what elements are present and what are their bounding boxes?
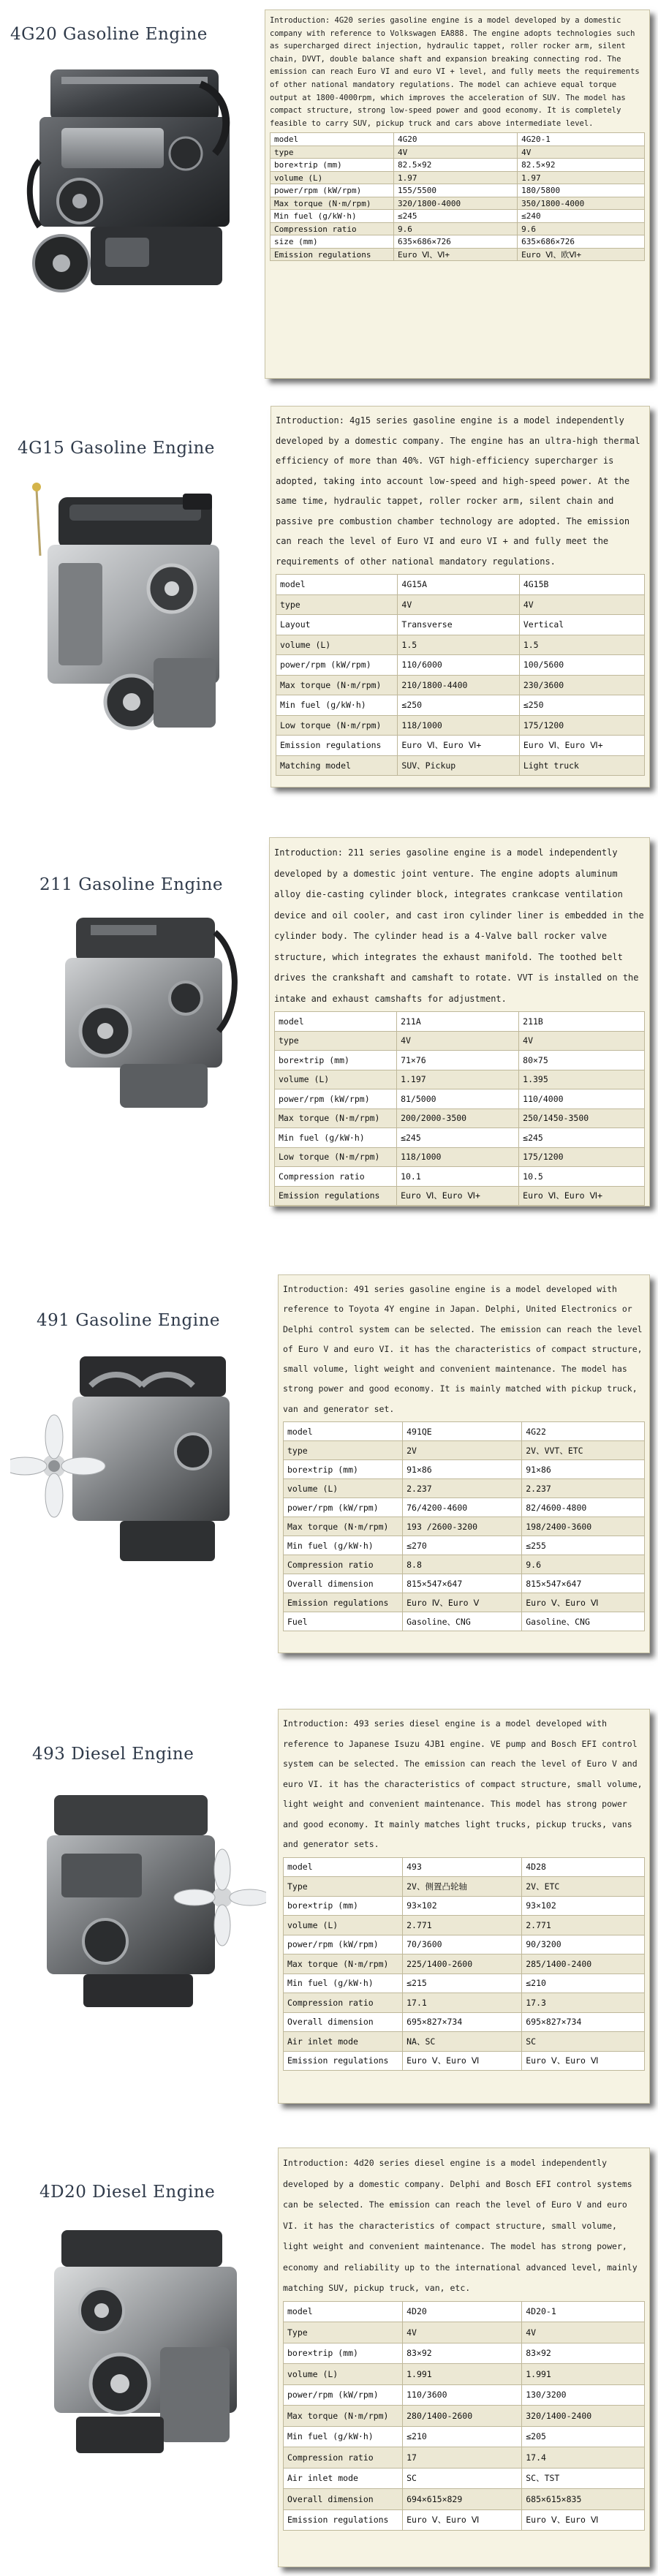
spec-value-a: 2.237 xyxy=(403,1479,522,1498)
spec-value-a: 71×76 xyxy=(397,1051,519,1070)
spec-label: Low torque (N·m/rpm) xyxy=(275,1147,397,1167)
spec-value-a: 81/5000 xyxy=(397,1089,519,1109)
table-row xyxy=(276,695,645,716)
spec-value-a: 76/4200-4600 xyxy=(403,1498,522,1517)
spec-label: Max torque (N·m/rpm) xyxy=(284,2406,403,2427)
spec-value-a: ≤270 xyxy=(403,1536,522,1555)
spec-label: model xyxy=(284,1857,403,1877)
spec-value-a: 8.8 xyxy=(403,1555,522,1574)
spec-label: Type xyxy=(284,2322,403,2343)
spec-label: Layout xyxy=(276,615,398,635)
spec-value-a: 1.197 xyxy=(397,1070,519,1089)
table-row xyxy=(276,675,645,695)
table-row xyxy=(271,171,645,184)
spec-label: Max torque (N·m/rpm) xyxy=(271,197,394,210)
spec-value-b: 180/5800 xyxy=(518,184,645,197)
table-row xyxy=(284,1593,645,1612)
spec-value-b: ≤245 xyxy=(519,1128,645,1148)
table-row xyxy=(276,635,645,655)
spec-value-a: ≤250 xyxy=(398,695,519,716)
spec-table xyxy=(283,2301,645,2531)
spec-value-a: 155/5500 xyxy=(394,184,518,197)
spec-value-a: Euro Ⅴ、Euro Ⅵ xyxy=(403,2509,522,2531)
spec-value-b: 175/1200 xyxy=(519,715,644,736)
engine-intro: Introduction: 491 series gasoline engine is a model developed with reference to Toyota 4Y engine in Japan. Delphi, United Electronics or Delphi control system can be selected. The emission can reach the level of Euro V and euro VI. it has the characteristics of compact structure, small volume, light weight and convenient maintenance. The model has strong power and good economy. It is mainly matched with pickup truck, van and generator set. xyxy=(283,1284,643,1414)
spec-value-b: 285/1400-2400 xyxy=(522,1954,645,1974)
spec-label: type xyxy=(275,1031,397,1051)
spec-value-b: 695×827×734 xyxy=(522,2012,645,2032)
spec-value-a: 210/1800-4400 xyxy=(398,675,519,695)
spec-label: Compression ratio xyxy=(284,2447,403,2469)
spec-label: power/rpm (kW/rpm) xyxy=(284,1935,403,1954)
spec-label: power/rpm (kW/rpm) xyxy=(284,2384,403,2406)
engine-title: 493 Diesel Engine xyxy=(32,1745,194,1764)
spec-value-b: 17.3 xyxy=(522,1993,645,2013)
spec-value-a: Euro Ⅴ、Euro Ⅵ xyxy=(403,2051,522,2071)
spec-value-a: 4D20 xyxy=(403,2301,522,2322)
engine-image-491 xyxy=(10,1342,252,1583)
table-row xyxy=(284,1536,645,1555)
table-row xyxy=(284,2032,645,2052)
spec-value-a: 1.5 xyxy=(398,635,519,655)
table-row xyxy=(284,1441,645,1460)
spec-label: Min fuel (g/kW·h) xyxy=(284,2426,403,2447)
table-row xyxy=(275,1147,645,1167)
spec-value-a: 4V xyxy=(394,146,518,159)
spec-label: model xyxy=(271,133,394,146)
table-row xyxy=(271,235,645,249)
spec-value-a: 1.97 xyxy=(394,171,518,184)
spec-value-b: 91×86 xyxy=(522,1460,645,1479)
spec-value-b: 2.771 xyxy=(522,1916,645,1935)
table-row xyxy=(271,197,645,210)
spec-label: model xyxy=(284,2301,403,2322)
spec-value-a: ≤215 xyxy=(403,1973,522,1993)
table-row xyxy=(284,1498,645,1517)
spec-label: type xyxy=(276,594,398,615)
spec-value-b: 9.6 xyxy=(522,1555,645,1574)
table-row xyxy=(284,1460,645,1479)
spec-value-b: 4G15B xyxy=(519,575,644,595)
table-row xyxy=(284,2406,645,2427)
spec-label: Max torque (N·m/rpm) xyxy=(275,1108,397,1128)
table-row xyxy=(284,1555,645,1574)
spec-value-a: 10.1 xyxy=(397,1167,519,1187)
spec-label: bore×trip (mm) xyxy=(284,1896,403,1916)
engine-intro: Introduction: 211 series gasoline engine is a model independently developed by a domestic joint venture. The engine adopts aluminum alloy die-casting cylinder block, integrates crankcase ventilation device and oil cooler, and cast iron cylinder liner is embedded in the cylinder body. The cylinder head is a 4-Valve ball rocker valve structure, which integrates the exhaust manifold. The toothed belt drives the crankshaft and camshaft to rotate. VVT is installed on the intake and exhaust camshafts for adjustment. xyxy=(274,847,644,1004)
spec-value-a: 211A xyxy=(397,1012,519,1032)
spec-label: bore×trip (mm) xyxy=(284,2343,403,2364)
spec-label: bore×trip (mm) xyxy=(275,1051,397,1070)
spec-value-a: ≤245 xyxy=(397,1128,519,1148)
spec-card xyxy=(278,1274,650,1653)
spec-value-b: 2V、ETC xyxy=(522,1877,645,1897)
spec-value-b: 685×615×835 xyxy=(522,2489,645,2510)
engine-title: 491 Gasoline Engine xyxy=(37,1311,220,1330)
table-row xyxy=(271,133,645,146)
spec-label: Min fuel (g/kW·h) xyxy=(275,1128,397,1148)
spec-label: Emission regulations xyxy=(284,2509,403,2531)
table-row xyxy=(276,655,645,676)
spec-value-a: 4V xyxy=(398,594,519,615)
engine-intro: Introduction: 4G20 series gasoline engine is a model developed by a domestic company with reference to Volkswagen EA888. The engine adopts technologies such as supercharged direct injection, hydraulic tappet, roller rocker arm, silent chain, DVVT, double balance shaft and expansion breaking connecting rod. The emission can reach Euro VI and euro VI + level, and fully meets the requirements of other national mandatory regulations. The model can achieve equal torque output at 1800-4000rpm, which improves the acceleration of SUV. The model has compact structure, strong low-speed power and good economy. It is completely feasible to carry SUV, pickup truck and cars above intermediate level. xyxy=(270,16,640,128)
table-row xyxy=(275,1031,645,1051)
spec-value-b: 9.6 xyxy=(518,222,645,235)
table-row xyxy=(276,715,645,736)
spec-value-b: SC xyxy=(522,2032,645,2052)
spec-value-b: Gasoline、CNG xyxy=(522,1612,645,1631)
table-row xyxy=(276,575,645,595)
spec-label: Emission regulations xyxy=(275,1186,397,1206)
spec-value-a: 4V xyxy=(403,2322,522,2343)
table-row xyxy=(284,1973,645,1993)
spec-value-a: 17 xyxy=(403,2447,522,2469)
table-row xyxy=(275,1108,645,1128)
spec-value-a: 118/1000 xyxy=(398,715,519,736)
spec-value-a: 83×92 xyxy=(403,2343,522,2364)
spec-value-b: 4V xyxy=(522,2322,645,2343)
spec-label: Emission regulations xyxy=(276,736,398,756)
spec-label: Compression ratio xyxy=(284,1555,403,1574)
table-row xyxy=(284,2489,645,2510)
spec-value-a: 2V、侧置凸轮轴 xyxy=(403,1877,522,1897)
table-row xyxy=(275,1186,645,1206)
spec-value-b: Euro Ⅵ、Euro Ⅵ+ xyxy=(519,736,644,756)
spec-value-a: 815×547×647 xyxy=(403,1574,522,1593)
engine-image-4g15 xyxy=(15,468,245,753)
spec-value-a: 110/3600 xyxy=(403,2384,522,2406)
engine-intro: Introduction: 4d20 series diesel engine is a model independently developed by a domestic company. Delphi and Bosch EFI control systems can be selected. The emission can reach the level of Euro V and euro VI. it has the characteristics of compact structure, small volume, light weight and convenient maintenance. The model has strong power, economy and reliability up to the international advanced level, mainly matching SUV, pickup truck, van, etc. xyxy=(283,2158,638,2293)
spec-table xyxy=(276,574,645,776)
spec-label: Fuel xyxy=(284,1612,403,1631)
table-row xyxy=(284,1896,645,1916)
spec-value-b: 4V xyxy=(519,1031,645,1051)
table-row xyxy=(284,2301,645,2322)
table-row xyxy=(271,184,645,197)
spec-label: Emission regulations xyxy=(284,2051,403,2071)
spec-value-a: 70/3600 xyxy=(403,1935,522,1954)
spec-value-b: 230/3600 xyxy=(519,675,644,695)
spec-value-b: 93×102 xyxy=(522,1896,645,1916)
spec-label: Overall dimension xyxy=(284,1574,403,1593)
spec-label: Low torque (N·m/rpm) xyxy=(276,715,398,736)
spec-value-b: Vertical xyxy=(519,615,644,635)
spec-value-b: Euro Ⅴ、Euro Ⅵ xyxy=(522,2051,645,2071)
table-row xyxy=(284,1916,645,1935)
table-row xyxy=(271,222,645,235)
spec-value-b: 4D20-1 xyxy=(522,2301,645,2322)
table-row xyxy=(284,1877,645,1897)
spec-value-b: Euro Ⅴ、Euro Ⅵ xyxy=(522,2509,645,2531)
spec-value-a: Euro Ⅵ、Euro Ⅵ+ xyxy=(397,1186,519,1206)
spec-value-a: 694×615×829 xyxy=(403,2489,522,2510)
spec-value-b: 82/4600-4800 xyxy=(522,1498,645,1517)
spec-value-b: ≤210 xyxy=(522,1973,645,1993)
engine-title: 4G20 Gasoline Engine xyxy=(10,25,208,44)
engine-image-211 xyxy=(32,903,252,1122)
spec-value-a: SUV、Pickup xyxy=(398,755,519,776)
spec-label: volume (L) xyxy=(271,171,394,184)
spec-value-b: 320/1400-2400 xyxy=(522,2406,645,2427)
spec-value-b: 100/5600 xyxy=(519,655,644,676)
spec-value-b: 82.5×92 xyxy=(518,159,645,172)
table-row xyxy=(284,2343,645,2364)
spec-value-a: 82.5×92 xyxy=(394,159,518,172)
spec-value-a: Euro Ⅵ、Euro Ⅵ+ xyxy=(398,736,519,756)
spec-value-a: 93×102 xyxy=(403,1896,522,1916)
table-row xyxy=(275,1167,645,1187)
spec-value-a: 695×827×734 xyxy=(403,2012,522,2032)
spec-table xyxy=(270,132,645,261)
spec-value-b: 350/1800-4000 xyxy=(518,197,645,210)
table-row xyxy=(271,159,645,172)
spec-value-b: Light truck xyxy=(519,755,644,776)
spec-value-b: 130/3200 xyxy=(522,2384,645,2406)
spec-value-b: 815×547×647 xyxy=(522,1574,645,1593)
spec-value-b: ≤250 xyxy=(519,695,644,716)
spec-label: Emission regulations xyxy=(284,1593,403,1612)
spec-label: Air inlet mode xyxy=(284,2468,403,2489)
spec-value-a: 280/1400-2600 xyxy=(403,2406,522,2427)
spec-label: Overall dimension xyxy=(284,2012,403,2032)
table-row xyxy=(276,755,645,776)
table-row xyxy=(284,2384,645,2406)
spec-value-a: 2.771 xyxy=(403,1916,522,1935)
spec-value-a: NA、SC xyxy=(403,2032,522,2052)
spec-label: volume (L) xyxy=(284,1916,403,1935)
spec-value-b: 250/1450-3500 xyxy=(519,1108,645,1128)
spec-label: size (mm) xyxy=(271,235,394,249)
spec-label: Max torque (N·m/rpm) xyxy=(284,1517,403,1536)
spec-value-b: 1.395 xyxy=(519,1070,645,1089)
table-row xyxy=(284,2322,645,2343)
table-row xyxy=(275,1051,645,1070)
spec-value-b: 80×75 xyxy=(519,1051,645,1070)
spec-value-a: 200/2000-3500 xyxy=(397,1108,519,1128)
spec-value-a: 193 /2600-3200 xyxy=(403,1517,522,1536)
spec-value-a: 225/1400-2600 xyxy=(403,1954,522,1974)
engine-intro: Introduction: 493 series diesel engine is a model developed with reference to Japanese Isuzu 4JB1 engine. VE pump and Bosch EFI control system can be selected. The emission can reach the level of Euro V and euro VI. it has the characteristics of compact structure, small volume, light weight and convenient maintenance. This model has strong power and good economy. It mainly matches light trucks, pickup trucks, vans and generator sets. xyxy=(283,1718,643,1849)
spec-value-a: Gasoline、CNG xyxy=(403,1612,522,1631)
spec-value-a: Euro Ⅵ、Ⅵ+ xyxy=(394,248,518,261)
spec-card xyxy=(265,10,650,379)
spec-value-b: Euro Ⅵ、欧Ⅵ+ xyxy=(518,248,645,261)
spec-value-b: ≤240 xyxy=(518,210,645,223)
table-row xyxy=(284,1954,645,1974)
table-row xyxy=(284,1517,645,1536)
spec-label: Min fuel (g/kW·h) xyxy=(284,1536,403,1555)
table-row xyxy=(276,615,645,635)
spec-value-b: ≤255 xyxy=(522,1536,645,1555)
table-row xyxy=(284,2426,645,2447)
spec-value-b: ≤205 xyxy=(522,2426,645,2447)
spec-label: volume (L) xyxy=(284,1479,403,1498)
spec-value-b: 10.5 xyxy=(519,1167,645,1187)
spec-value-a: 118/1000 xyxy=(397,1147,519,1167)
table-row xyxy=(271,146,645,159)
spec-value-b: 635×686×726 xyxy=(518,235,645,249)
spec-label: type xyxy=(284,1441,403,1460)
spec-label: power/rpm (kW/rpm) xyxy=(284,1498,403,1517)
spec-value-b: 211B xyxy=(519,1012,645,1032)
table-row xyxy=(275,1070,645,1089)
spec-value-a: 320/1800-4000 xyxy=(394,197,518,210)
table-row xyxy=(271,248,645,261)
spec-label: bore×trip (mm) xyxy=(284,1460,403,1479)
spec-table xyxy=(283,1857,645,2071)
spec-value-b: 4V xyxy=(518,146,645,159)
engine-image-493 xyxy=(18,1773,266,2022)
spec-label: model xyxy=(284,1422,403,1441)
spec-value-a: 2V xyxy=(403,1441,522,1460)
engine-title: 4G15 Gasoline Engine xyxy=(18,439,215,458)
spec-value-b: 83×92 xyxy=(522,2343,645,2364)
spec-value-a: 4G20 xyxy=(394,133,518,146)
spec-label: Compression ratio xyxy=(275,1167,397,1187)
spec-value-a: 9.6 xyxy=(394,222,518,235)
spec-value-b: 4D28 xyxy=(522,1857,645,1877)
table-row xyxy=(284,1612,645,1631)
spec-value-b: 4G22 xyxy=(522,1422,645,1441)
spec-label: type xyxy=(271,146,394,159)
spec-table xyxy=(283,1421,645,1631)
spec-value-b: 198/2400-3600 xyxy=(522,1517,645,1536)
spec-label: Min fuel (g/kW·h) xyxy=(284,1973,403,1993)
spec-label: volume (L) xyxy=(275,1070,397,1089)
spec-label: model xyxy=(275,1012,397,1032)
spec-value-b: 90/3200 xyxy=(522,1935,645,1954)
engine-image-4d20 xyxy=(32,2216,266,2471)
table-row xyxy=(284,1574,645,1593)
spec-value-a: 4V xyxy=(397,1031,519,1051)
spec-value-a: Euro Ⅳ、Euro Ⅴ xyxy=(403,1593,522,1612)
table-row xyxy=(284,1479,645,1498)
engine-intro: Introduction: 4g15 series gasoline engine is a model independently developed by a domestic company. The engine has an ultra-high thermal efficiency of more than 40%. VGT high-efficiency supercharger is adopted, taking into account low-speed and high-speed power. At the same time, hydraulic tappet, roller rocker arm, silent chain and passive pre combustion chamber technology are adopted. The emission can reach the level of Euro VI and euro VI + and fully meet the requirements of other national mandatory regulations. xyxy=(276,415,640,567)
table-row xyxy=(275,1012,645,1032)
spec-value-a: SC xyxy=(403,2468,522,2489)
table-row xyxy=(276,736,645,756)
spec-value-a: ≤245 xyxy=(394,210,518,223)
spec-value-b: 110/4000 xyxy=(519,1089,645,1109)
table-row xyxy=(284,2012,645,2032)
table-row xyxy=(284,1935,645,1954)
spec-value-a: ≤210 xyxy=(403,2426,522,2447)
spec-table xyxy=(274,1011,645,1206)
table-row xyxy=(271,210,645,223)
spec-value-b: 1.5 xyxy=(519,635,644,655)
spec-value-b: Euro Ⅵ、Euro Ⅵ+ xyxy=(519,1186,645,1206)
spec-value-a: 493 xyxy=(403,1857,522,1877)
table-row xyxy=(284,2364,645,2385)
engine-title: 211 Gasoline Engine xyxy=(39,875,223,894)
spec-label: bore×trip (mm) xyxy=(271,159,394,172)
spec-value-b: 2.237 xyxy=(522,1479,645,1498)
table-row xyxy=(275,1128,645,1148)
table-row xyxy=(275,1089,645,1109)
spec-label: Emission regulations xyxy=(271,248,394,261)
spec-value-b: 175/1200 xyxy=(519,1147,645,1167)
spec-label: Compression ratio xyxy=(271,222,394,235)
spec-value-a: 4G15A xyxy=(398,575,519,595)
table-row xyxy=(284,2051,645,2071)
spec-label: Min fuel (g/kW·h) xyxy=(271,210,394,223)
spec-card xyxy=(278,2148,650,2567)
spec-label: Matching model xyxy=(276,755,398,776)
spec-value-b: 17.4 xyxy=(522,2447,645,2469)
spec-card xyxy=(271,406,650,787)
spec-label: Type xyxy=(284,1877,403,1897)
spec-label: volume (L) xyxy=(284,2364,403,2385)
spec-value-a: 17.1 xyxy=(403,1993,522,2013)
table-row xyxy=(276,594,645,615)
spec-card xyxy=(278,1709,650,2104)
spec-value-a: 491QE xyxy=(403,1422,522,1441)
engine-image-4g20 xyxy=(10,51,252,303)
spec-label: Max torque (N·m/rpm) xyxy=(276,675,398,695)
spec-value-b: 4G20-1 xyxy=(518,133,645,146)
spec-value-b: Euro Ⅴ、Euro Ⅵ xyxy=(522,1593,645,1612)
spec-value-a: 635×686×726 xyxy=(394,235,518,249)
spec-card xyxy=(269,837,650,1206)
engine-title: 4D20 Diesel Engine xyxy=(39,2183,216,2202)
spec-value-a: 1.991 xyxy=(403,2364,522,2385)
spec-label: volume (L) xyxy=(276,635,398,655)
spec-label: power/rpm (kW/rpm) xyxy=(276,655,398,676)
spec-value-b: SC、TST xyxy=(522,2468,645,2489)
spec-value-b: 1.97 xyxy=(518,171,645,184)
spec-value-a: 91×86 xyxy=(403,1460,522,1479)
table-row xyxy=(284,1857,645,1877)
spec-value-b: 2V、VVT、ETC xyxy=(522,1441,645,1460)
table-row xyxy=(284,1993,645,2013)
table-row xyxy=(284,1422,645,1441)
spec-label: Overall dimension xyxy=(284,2489,403,2510)
spec-value-a: 110/6000 xyxy=(398,655,519,676)
spec-value-b: 1.991 xyxy=(522,2364,645,2385)
table-row xyxy=(284,2468,645,2489)
spec-label: power/rpm (kW/rpm) xyxy=(275,1089,397,1109)
spec-label: power/rpm (kW/rpm) xyxy=(271,184,394,197)
spec-label: Max torque (N·m/rpm) xyxy=(284,1954,403,1974)
spec-value-b: 4V xyxy=(519,594,644,615)
spec-label: model xyxy=(276,575,398,595)
spec-value-a: Transverse xyxy=(398,615,519,635)
table-row xyxy=(284,2447,645,2469)
spec-label: Air inlet mode xyxy=(284,2032,403,2052)
table-row xyxy=(284,2509,645,2531)
spec-label: Min fuel (g/kW·h) xyxy=(276,695,398,716)
spec-label: Compression ratio xyxy=(284,1993,403,2013)
